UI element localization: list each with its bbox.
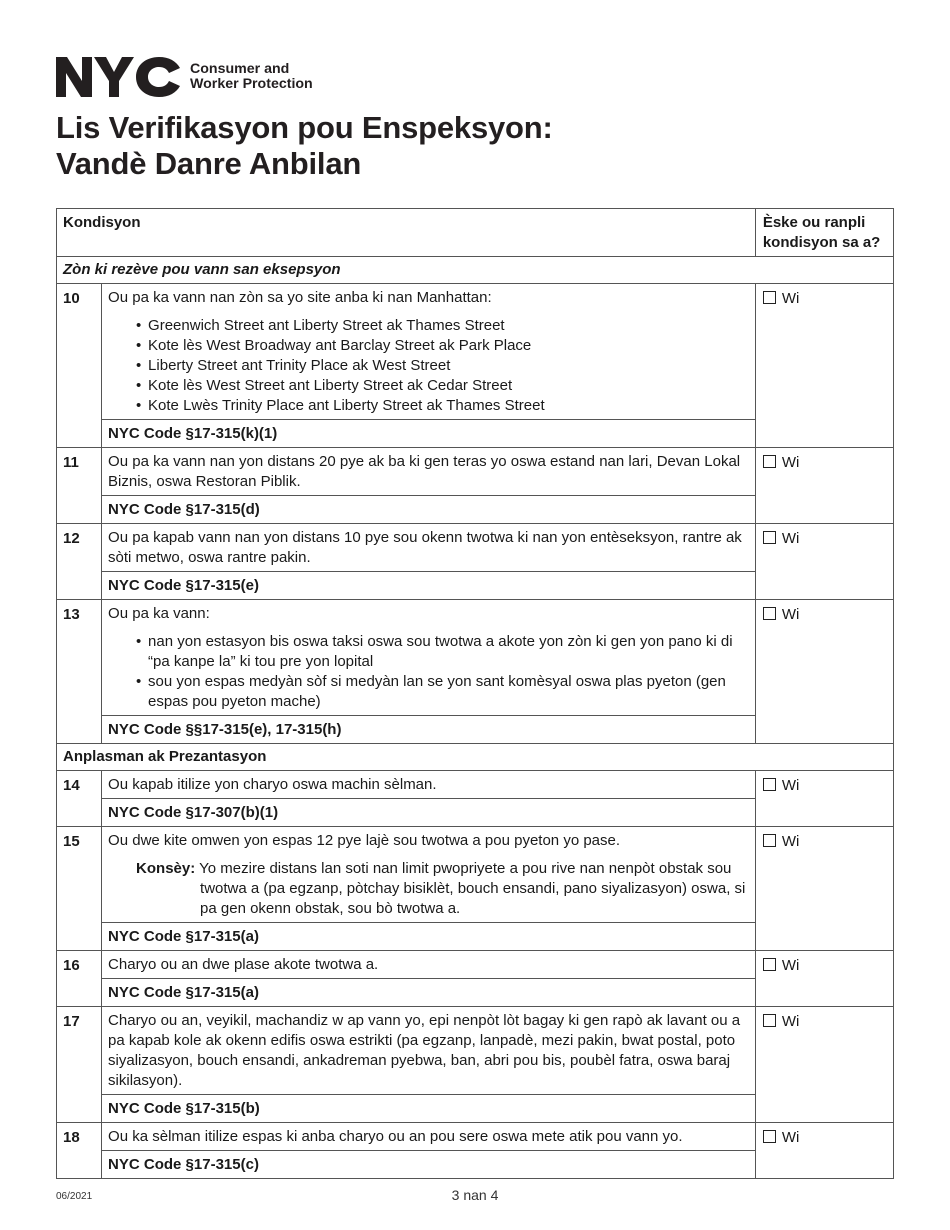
item-condition: Charyo ou an, veyikil, machandiz w ap vann yo, epi nenpòt lòt bagay ki gen rapò ak lavant ou a pa kapab kole ak okenn edifis oswa estrikti (pa egzanp, lanpadè, mezi pakin, bwat postal, poto siyalizasyon, bouch ensandi, ankadreman pyebwa, ban, abri pou bis, poubèl fatra, oswa baraj sikilasyon). [102,1007,756,1095]
item-number: 12 [57,524,102,600]
item-condition: Ou pa ka vann nan zòn sa yo site anba ki nan Manhattan: • Greenwich Street ant Liberty Street ak Thames Street • Kote lès West Broadway ant Barclay Street ak Park Place • Liberty Street ant Trinity Place ak West Street • Kote lès West Street ant Liberty Street ak Cedar Street • Kote Lwès Trinity Place ant Liberty Street ak Thames Street [102,284,756,420]
item-condition: Ou pa ka vann: • nan yon estasyon bis oswa taksi oswa sou twotwa a akote yon zòn ki gen yon pano ki di “pa kanpe la” ki tou pre yon lopital • sou yon espas medyàn sòf si medyàn lan se yon sant komèsyal oswa plas pyeton (gen espas pou pyeton mache) [102,600,756,716]
yes-checkbox[interactable]: Wi [755,524,893,600]
code-reference: NYC Code §17-315(k)(1) [102,420,756,448]
section-row [57,744,894,771]
yes-checkbox[interactable]: Wi [755,771,893,827]
item-number: 18 [57,1123,102,1179]
item-condition: Charyo ou an dwe plase akote twotwa a. [102,951,756,979]
section-title: Zòn ki rezève pou vann san eksepsyon [57,257,894,284]
checkbox-icon[interactable] [763,958,776,971]
agency-name-line1: Consumer and [190,60,290,77]
tip-note [136,859,749,919]
item-number: 17 [57,1007,102,1123]
list-item: • Kote Lwès Trinity Place ant Liberty Street ak Thames Street [136,396,749,416]
table-row [57,524,894,572]
item-condition: Ou pa ka vann nan yon distans 20 pye ak ba ki gen teras yo oswa estand nan lari, Devan Lokal Biznis, oswa Restoran Piblik. [102,448,756,496]
checkbox-icon[interactable] [763,607,776,620]
bullet-list [108,632,749,712]
item-number: 10 [57,284,102,448]
code-reference: NYC Code §17-315(d) [102,496,756,524]
table-row [57,771,894,799]
code-reference: NYC Code §17-315(c) [102,1151,756,1179]
code-reference: NYC Code §17-315(e) [102,572,756,600]
table-row [57,600,894,716]
bullet-list [108,316,749,416]
list-item: • sou yon espas medyàn sòf si medyàn lan se yon sant komèsyal oswa plas pyeton (gen espas pou pyeton mache) [136,672,749,712]
table-row [57,1007,894,1095]
nyc-logo-mark [56,55,181,99]
page-number: 3 nan 4 [451,1187,499,1203]
section-title: Anplasman ak Prezantasyon [57,744,894,771]
item-number: 15 [57,827,102,951]
table-row [57,827,894,923]
list-item: • Kote lès West Broadway ant Barclay Street ak Park Place [136,336,749,356]
yes-checkbox[interactable]: Wi [755,600,893,744]
item-condition: Ou pa kapab vann nan yon distans 10 pye sou okenn twotwa ki nan yon entèseksyon, rantre ak sòti metwo, oswa rantre pakin. [102,524,756,572]
table-header-row [57,209,894,257]
table-row [57,1123,894,1151]
code-reference: NYC Code §17-315(b) [102,1095,756,1123]
yes-checkbox[interactable]: Wi [755,1123,893,1179]
footer-date: 06/2021 [56,1191,93,1202]
item-number: 13 [57,600,102,744]
column-header-condition: Kondisyon [57,209,756,257]
table-row [57,448,894,496]
yes-checkbox[interactable]: Wi [755,448,893,524]
section-row [57,257,894,284]
checkbox-icon[interactable] [763,531,776,544]
code-reference: NYC Code §17-315(a) [102,923,756,951]
code-reference: NYC Code §§17-315(e), 17-315(h) [102,716,756,744]
yes-checkbox[interactable]: Wi [755,284,893,448]
table-row [57,951,894,979]
inspection-checklist-table [56,208,894,1179]
item-number: 14 [57,771,102,827]
list-item: • nan yon estasyon bis oswa taksi oswa sou twotwa a akote yon zòn ki gen yon pano ki di “pa kanpe la” ki tou pre yon lopital [136,632,749,672]
agency-name-line2: Worker Protection [190,76,313,92]
list-item: • Kote lès West Street ant Liberty Street ak Cedar Street [136,376,749,396]
item-number: 16 [57,951,102,1007]
checkbox-icon[interactable] [763,291,776,304]
page-title-line2: Vandè Danre Anbilan [56,146,362,181]
checkbox-icon[interactable] [763,1014,776,1027]
table-row [57,284,894,420]
checkbox-icon[interactable] [763,1130,776,1143]
page-title [56,110,553,182]
checkbox-icon[interactable] [763,834,776,847]
yes-checkbox[interactable]: Wi [755,1007,893,1123]
tip-text: Yo mezire distans lan soti nan limit pwopriyete a pou rive nan nenpòt obstak sou twotwa a (pa egzanp, pòtchay bisiklèt, bouch ensandi, pano siyalizasyon) oswa, si pa gen okenn obstak, sou bò twotwa a. [199,860,746,917]
yes-checkbox[interactable]: Wi [755,827,893,951]
item-number: 11 [57,448,102,524]
nyc-logo [56,55,313,99]
yes-checkbox[interactable]: Wi [755,951,893,1007]
tip-label: Konsèy: [136,860,196,877]
column-header-compliance: Èske ou ranpli kondisyon sa a? [755,209,893,257]
code-reference: NYC Code §17-315(a) [102,979,756,1007]
page-title-line1: Lis Verifikasyon pou Enspeksyon: [56,110,553,145]
item-condition: Ou dwe kite omwen yon espas 12 pye lajè sou twotwa a pou pyeton yo pase. Konsèy: Yo mezire distans lan soti nan limit pwopriyete a pou rive nan nenpòt obstak sou twotwa a (pa egzanp, pòtchay bisiklèt, bouch ensandi, pano siyalizasyon) oswa, si pa gen okenn obstak, sou bò twotwa a. [102,827,756,923]
item-condition: Ou kapab itilize yon charyo oswa machin sèlman. [102,771,756,799]
checkbox-icon[interactable] [763,455,776,468]
agency-name [190,62,313,93]
item-condition: Ou ka sèlman itilize espas ki anba charyo ou an pou sere oswa mete atik pou vann yo. [102,1123,756,1151]
list-item: • Liberty Street ant Trinity Place ak West Street [136,356,749,376]
list-item: • Greenwich Street ant Liberty Street ak Thames Street [136,316,749,336]
checkbox-icon[interactable] [763,778,776,791]
code-reference: NYC Code §17-307(b)(1) [102,799,756,827]
